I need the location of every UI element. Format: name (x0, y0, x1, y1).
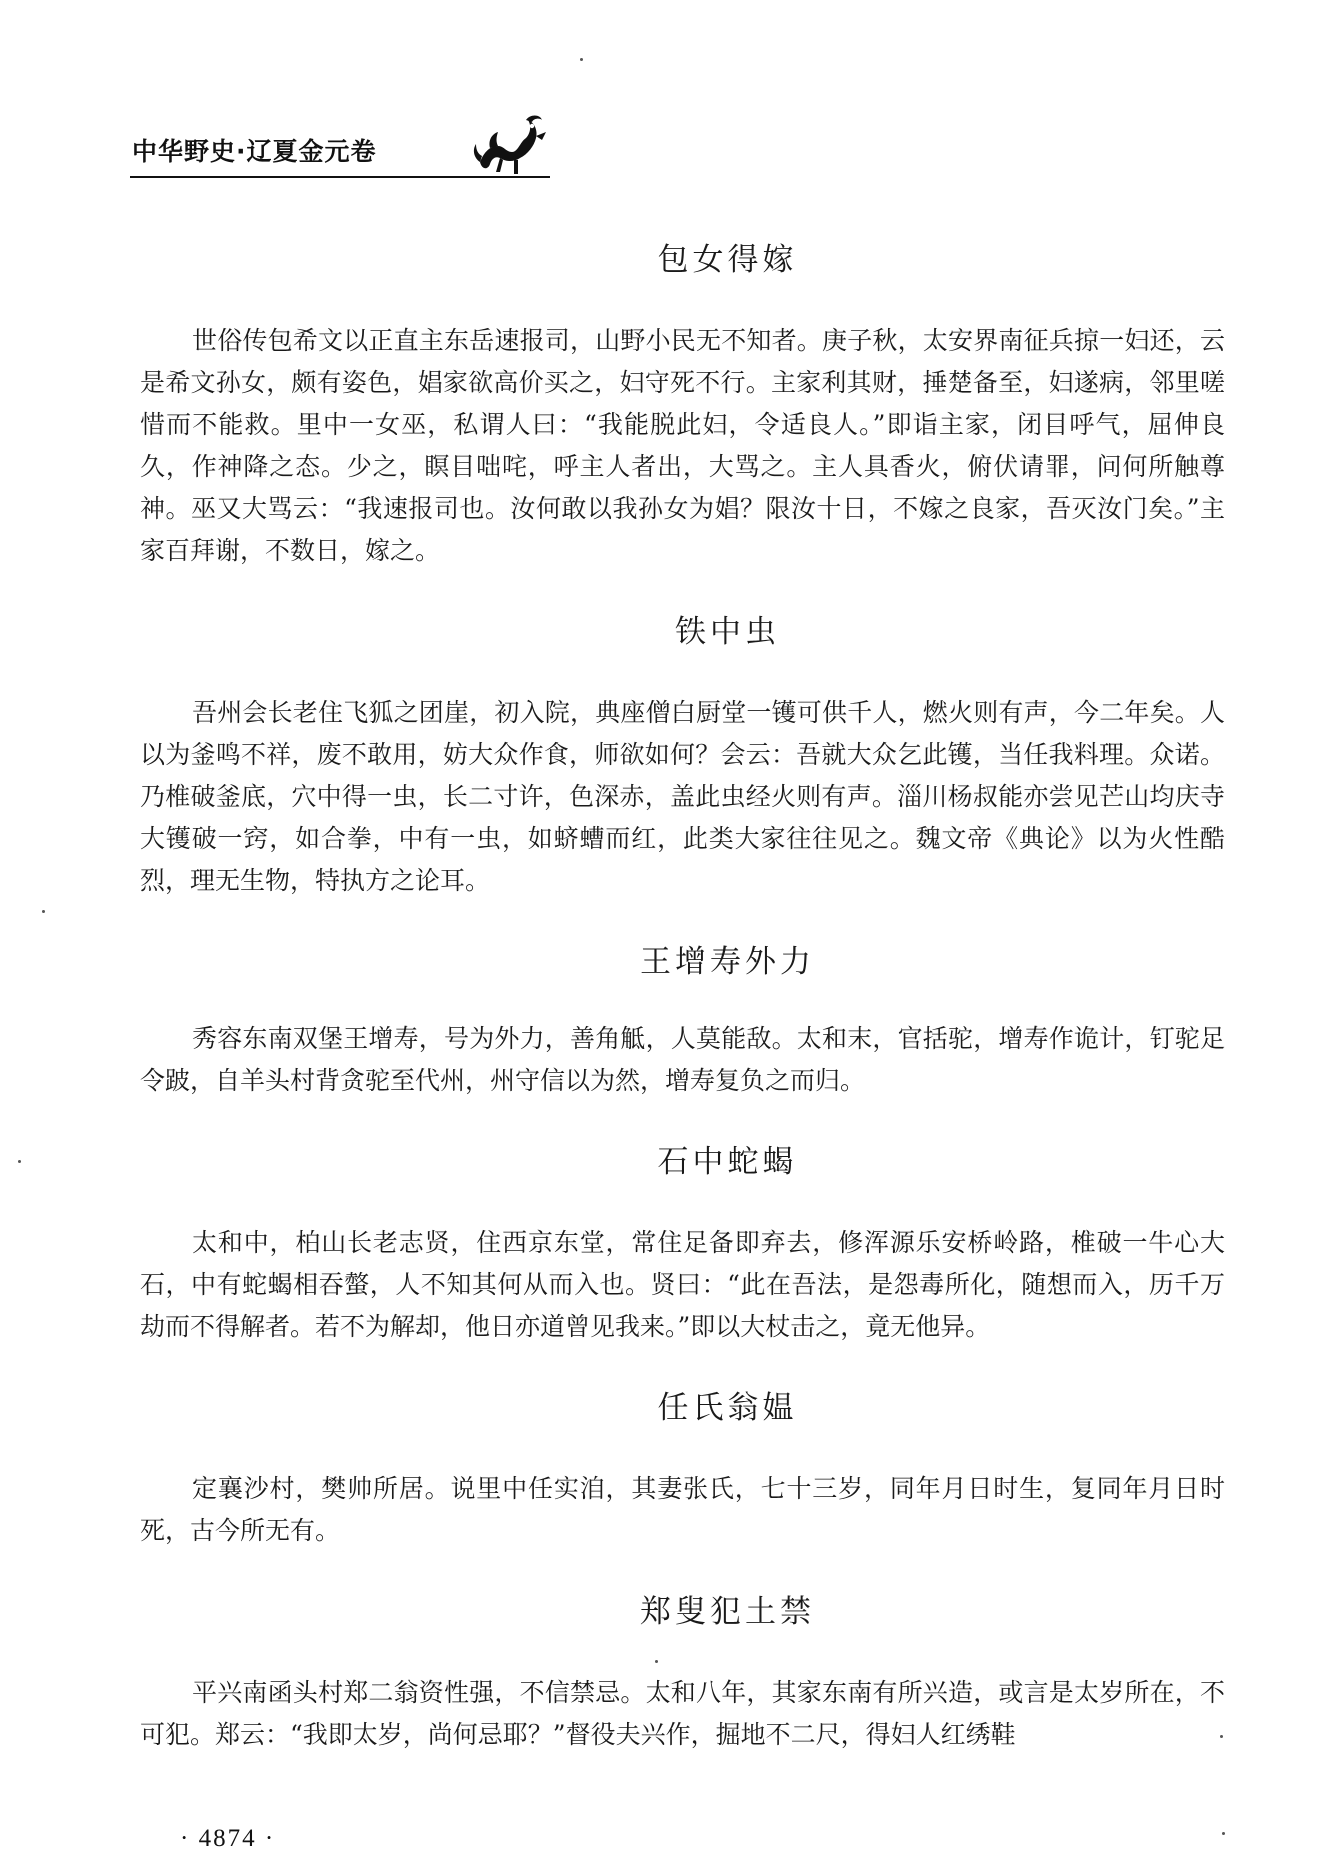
scan-speck (655, 1660, 658, 1663)
section-body: 吾州会长老住飞狐之团崖，初入院，典座僧白厨堂一镬可供千人，燃火则有声，今二年矣。人以为釜鸣不祥，废不敢用，妨大众作食，师欲如何？会云：吾就大众乞此镬，当任我料理。众诺。乃椎破釜底，穴中得一虫，长二寸许，色深赤，盖此虫经火则有声。淄川杨叔能亦尝见芒山均庆寺大镬破一窍，如合拳，中有一虫，如蛴螬而红，此类大家往往见之。魏文帝《典论》以为火性酷烈，理无生物，特执方之论耳。 (140, 698, 1225, 895)
scan-speck (580, 58, 583, 61)
section-6 (140, 1582, 1225, 1756)
section-body: 定襄沙村，樊帅所居。说里中任实洎，其妻张氏，七十三岁，同年月日时生，复同年月日时死，古今所无有。 (140, 1474, 1225, 1545)
running-header (130, 128, 550, 184)
section-4 (140, 1132, 1225, 1348)
scan-speck (42, 910, 45, 913)
section-title: 任氏翁媪 (657, 1390, 798, 1426)
section-body: 平兴南函头村郑二翁资性强，不信禁忌。太和八年，其家东南有所兴造，或言是太岁所在，不可犯。郑云：“我即太岁，尚何忌耶？”督役夫兴作，掘地不二尺，得妇人红绣鞋 (140, 1678, 1225, 1749)
section-title: 王增寿外力 (640, 944, 815, 980)
page-content (140, 230, 1225, 1786)
section-title: 包女得嫁 (657, 242, 798, 278)
scan-speck (18, 1160, 21, 1163)
section-body: 太和中，柏山长老志贤，住西京东堂，常住足备即弃去，修浑源乐安桥岭路，椎破一牛心大石，中有蛇蝎相吞螫，人不知其何从而入也。贤曰：“此在吾法，是怨毒所化，随想而入，历千万劫而不得解者。若不为解却，他日亦道曾见我来。”即以大杖击之，竟无他异。 (140, 1228, 1225, 1341)
page-number: · 4874 · (180, 1825, 276, 1852)
section-2 (140, 602, 1225, 902)
book-title: 中华野史·辽夏金元卷 (132, 137, 377, 166)
section-body: 世俗传包希文以正直主东岳速报司，山野小民无不知者。庚子秋，太安界南征兵掠一妇还，云是希文孙女，颇有姿色，娼家欲高价买之，妇守死不行。主家利其财，捶楚备至，妇遂病，邻里嗟惜而不能救。里中一女巫，私谓人曰：“我能脱此妇，令适良人。”即诣主家，闭目呼气，屈伸良久，作神降之态。少之，瞑目咄咤，呼主人者出，大骂之。主人具香火，俯伏请罪，问何所触尊神。巫又大骂云：“我速报司也。汝何敢以我孙女为娼？限汝十日，不嫁之良家，吾灭汝门矣。”主家百拜谢，不数日，嫁之。 (140, 326, 1225, 565)
section-title: 石中蛇蝎 (657, 1144, 798, 1180)
section-5 (140, 1378, 1225, 1552)
dragon-emblem-icon (470, 112, 550, 176)
section-title: 郑叟犯土禁 (640, 1594, 815, 1630)
scan-speck (1222, 1832, 1225, 1835)
header-rule (130, 176, 550, 178)
section-3 (140, 932, 1225, 1102)
scan-speck (1220, 1735, 1223, 1738)
section-title: 铁中虫 (675, 614, 780, 650)
section-1 (140, 230, 1225, 572)
section-body: 秀容东南双堡王增寿，号为外力，善角觝，人莫能敌。太和末，官括驼，增寿作诡计，钉驼足令跛，自羊头村背贪驼至代州，州守信以为然，增寿复负之而归。 (140, 1024, 1225, 1095)
